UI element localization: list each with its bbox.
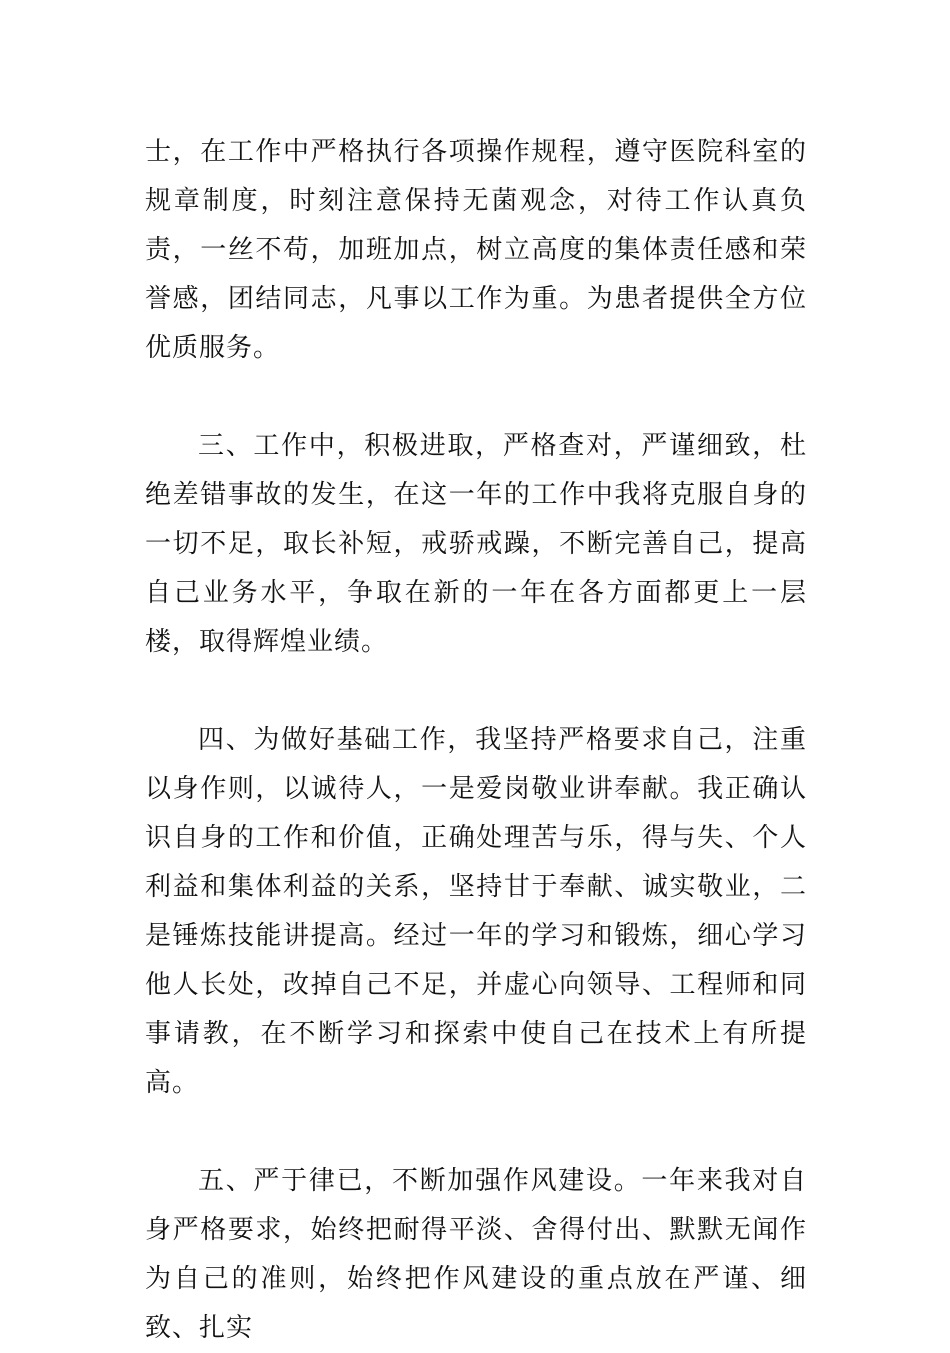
paragraph-continued: 士，在工作中严格执行各项操作规程，遵守医院科室的规章制度，时刻注意保持无菌观念，对待工作认真负责，一丝不苟，加班加点，树立高度的集体责任感和荣誉感，团结同志，凡事以工作为重。为患者提供全方位优质服务。 [145,137,807,363]
document-body [145,128,807,1353]
paragraph-section-five: 五、严于律已，不断加强作风建设。一年来我对自身严格要求，始终把耐得平淡、舍得付出、默默无闻作为自己的准则，始终把作风建设的重点放在严谨、细致、扎实 [145,1166,807,1343]
paragraph-section-three: 三、工作中，积极进取，严格查对，严谨细致，杜绝差错事故的发生，在这一年的工作中我将克服自身的一切不足，取长补短，戒骄戒躁，不断完善自己，提高自己业务水平，争取在新的一年在各方面都更上一层楼，取得辉煌业绩。 [145,431,807,657]
paragraph-section-four: 四、为做好基础工作，我坚持严格要求自己，注重以身作则，以诚待人，一是爱岗敬业讲奉献。我正确认识自身的工作和价值，正确处理苦与乐，得与失、个人利益和集体利益的关系，坚持甘于奉献、诚实敬业，二是锤炼技能讲提高。经过一年的学习和锻炼，细心学习他人长处，改掉自己不足，并虚心向领导、工程师和同事请教，在不断学习和探索中使自己在技术上有所提高。 [145,725,807,1098]
